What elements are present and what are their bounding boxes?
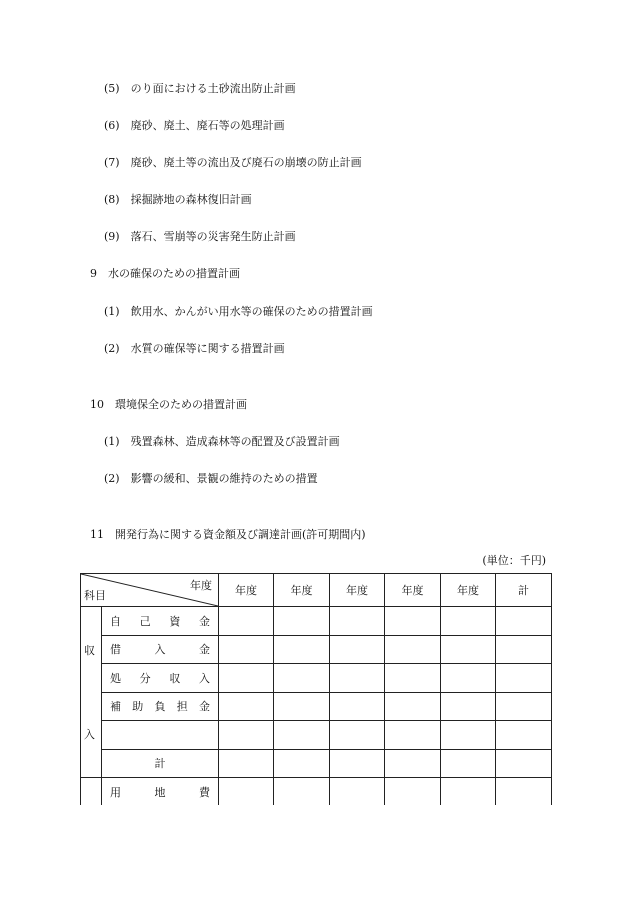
- column-header: 年度: [219, 574, 274, 607]
- corner-year-label: 年度: [190, 579, 212, 592]
- table-cell: [496, 749, 552, 778]
- column-header: 年度: [274, 574, 330, 607]
- income-total-label: 計: [102, 749, 219, 778]
- table-cell: [496, 664, 552, 693]
- table-cell: [496, 721, 552, 750]
- section-10-heading: 10 環境保全のための措置計画: [90, 398, 247, 411]
- table-cell: [219, 778, 274, 806]
- table-cell: [330, 607, 385, 636]
- income-side-label: [81, 607, 102, 778]
- line-9: (9) 落石、雪崩等の災害発生防止計画: [104, 230, 296, 243]
- column-header: 年度: [330, 574, 385, 607]
- funding-table: [80, 573, 552, 805]
- column-header: 年度: [385, 574, 441, 607]
- row-label: 用 地 費: [102, 778, 219, 806]
- line-8: (8) 採掘跡地の森林復旧計画: [104, 193, 252, 206]
- section-11-heading: 11 開発行為に関する資金額及び調達計画(許可期間内): [90, 528, 366, 541]
- table-cell: [274, 635, 330, 664]
- row-label: 処 分 収 入: [102, 664, 219, 693]
- table-cell: [441, 778, 496, 806]
- table-cell: [274, 778, 330, 806]
- unit-label: (単位：千円): [482, 554, 546, 567]
- table-cell: [496, 607, 552, 636]
- column-header: 年度: [441, 574, 496, 607]
- row-label: 補 助 負 担 金: [102, 692, 219, 721]
- table-cell: [385, 664, 441, 693]
- table-cell: [219, 692, 274, 721]
- table-cell: [496, 692, 552, 721]
- line-10-2: (2) 影響の緩和、景観の維持のための措置: [104, 472, 318, 485]
- income-side-char-top: 収: [84, 644, 95, 657]
- line-5: (5) のり面における土砂流出防止計画: [104, 82, 296, 95]
- table-cell: [219, 664, 274, 693]
- table-cell: [330, 635, 385, 664]
- row-label: 借 入 金: [102, 635, 219, 664]
- table-cell: [385, 749, 441, 778]
- line-9-1: (1) 飲用水、かんがい用水等の確保のための措置計画: [104, 305, 373, 318]
- table-cell: [274, 721, 330, 750]
- table-cell: [274, 692, 330, 721]
- table-cell: [441, 664, 496, 693]
- table-cell: [330, 664, 385, 693]
- row-label: 自 己 資 金: [102, 607, 219, 636]
- income-side-char-bottom: 入: [84, 728, 95, 741]
- table-cell: [219, 721, 274, 750]
- expense-side-label: [81, 778, 102, 806]
- table-cell: [385, 721, 441, 750]
- table-cell: [330, 692, 385, 721]
- column-header-total: 計: [496, 574, 552, 607]
- table-cell: [274, 664, 330, 693]
- table-cell: [219, 635, 274, 664]
- table-cell: [441, 607, 496, 636]
- table-cell: [274, 749, 330, 778]
- table-cell: [219, 607, 274, 636]
- table-cell: [441, 635, 496, 664]
- table-cell: [441, 692, 496, 721]
- table-cell: [385, 692, 441, 721]
- table-cell: [274, 607, 330, 636]
- table-cell: [330, 749, 385, 778]
- table-cell: [385, 607, 441, 636]
- row-label-blank: [102, 721, 219, 750]
- table-corner-cell: [81, 574, 219, 607]
- section-9-heading: 9 水の確保のための措置計画: [90, 267, 240, 280]
- line-6: (6) 廃砂、廃土、廃石等の処理計画: [104, 119, 285, 132]
- table-cell: [441, 749, 496, 778]
- line-9-2: (2) 水質の確保等に関する措置計画: [104, 342, 285, 355]
- corner-item-label: 科目: [84, 589, 106, 602]
- table-cell: [496, 635, 552, 664]
- table-cell: [330, 778, 385, 806]
- table-cell: [219, 749, 274, 778]
- table-cell: [496, 778, 552, 806]
- table-cell: [385, 635, 441, 664]
- line-7: (7) 廃砂、廃土等の流出及び廃石の崩壊の防止計画: [104, 156, 362, 169]
- line-10-1: (1) 残置森林、造成森林等の配置及び設置計画: [104, 435, 340, 448]
- table-cell: [330, 721, 385, 750]
- table-cell: [385, 778, 441, 806]
- table-cell: [441, 721, 496, 750]
